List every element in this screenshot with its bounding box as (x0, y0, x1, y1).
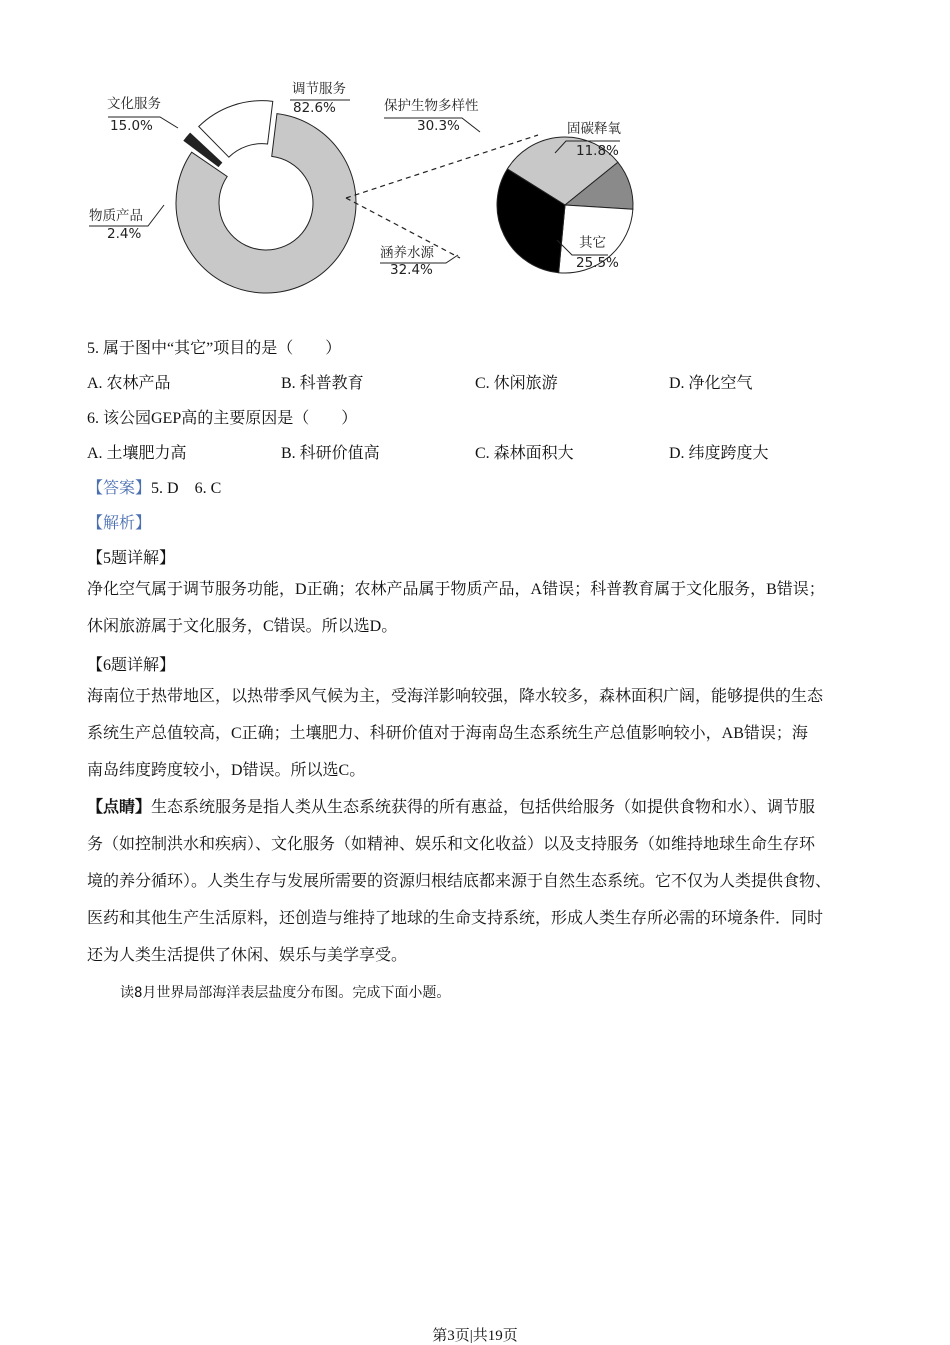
q5-option-a: A. 农林产品 (87, 375, 171, 392)
value-carbon: 11.8% (576, 143, 619, 159)
label-other: 其它 (579, 235, 606, 251)
tip-line: 还为人类生活提供了休闲、娱乐与美学享受。 (87, 947, 408, 964)
detail5-line: 休闲旅游属于文化服务，C错误。所以选D。 (87, 618, 398, 635)
q5-option-b: B. 科普教育 (281, 375, 364, 392)
answer-tag: 【答案】 (87, 480, 152, 497)
q6-option-c: C. 森林面积大 (475, 445, 574, 462)
q6-option-b: B. 科研价值高 (281, 445, 380, 462)
donut-slice (199, 101, 273, 157)
value-other: 25.5% (576, 255, 619, 271)
next-question-intro: 读8月世界局部海洋表层盐度分布图。完成下面小题。 (120, 985, 451, 1001)
label-biodiversity: 保护生物多样性 (384, 98, 479, 114)
label-carbon: 固碳释氧 (567, 121, 621, 137)
q6-option-d: D. 纬度跨度大 (669, 445, 769, 462)
value-biodiversity: 30.3% (417, 118, 460, 134)
detail6-body (87, 678, 877, 789)
answer-line (87, 475, 221, 498)
value-material: 2.4% (107, 226, 142, 242)
tip-line: 境的养分循环）。人类生存与发展所需要的资源归根结底都来源于自然生态系统。它不仅为人类提供食物、 (87, 873, 832, 890)
answer-text: 5. D 6. C (151, 480, 222, 497)
question-5-stem: 5. 属于图中“其它”项目的是（ ） (87, 340, 342, 357)
question-6-stem: 6. 该公园GEP高的主要原因是（ ） (87, 410, 358, 427)
page-footer: 第3页|共19页 (432, 1328, 518, 1344)
detail6-title: 【6题详解】 (87, 657, 176, 674)
tip-line: 医药和其他生产生活原料，还创造与维持了地球的生命支持系统，形成人类生存所必需的环境条件．同时 (87, 910, 824, 927)
tip-line-text: 生态系统服务是指人类从生态系统获得的所有惠益，包括供给服务（如提供食物和水）、调节服 (151, 799, 816, 816)
label-culture: 文化服务 (107, 96, 161, 112)
detail6-line: 南岛纬度跨度较小，D错误。所以选C。 (87, 762, 366, 779)
value-regulating: 82.6% (293, 100, 336, 116)
detail5-line: 净化空气属于调节服务功能，D正确；农林产品属于物质产品，A错误；科普教育属于文化服务，B错误； (87, 581, 825, 598)
label-material: 物质产品 (89, 208, 143, 224)
detail5-title: 【5题详解】 (87, 550, 176, 567)
ecosystem-value-figure (60, 60, 700, 310)
detail6-line: 系统生产总值较高，C正确；土壤肥力、科研价值对于海南岛生态系统生产总值影响较小，AB错误；海 (87, 725, 808, 742)
tip-body (87, 789, 877, 974)
detail5-body (87, 571, 877, 645)
label-water: 涵养水源 (380, 245, 434, 261)
q5-option-d: D. 净化空气 (669, 375, 753, 392)
value-water: 32.4% (390, 262, 433, 278)
value-culture: 15.0% (110, 118, 153, 134)
tip-line: 务（如控制洪水和疾病）、文化服务（如精神、娱乐和文化收益）以及支持服务（如维持地球生命生存环 (87, 836, 816, 853)
detail6-line: 海南位于热带地区，以热带季风气候为主，受海洋影响较强，降水较多，森林面积广阔，能够提供的生态 (87, 688, 824, 705)
q6-option-a: A. 土壤肥力高 (87, 445, 187, 462)
chart-svg (60, 60, 700, 310)
q5-option-c: C. 休闲旅游 (475, 375, 558, 392)
analysis-tag: 【解析】 (87, 515, 152, 532)
label-regulating: 调节服务 (292, 81, 346, 97)
tip-tag: 【点睛】 (87, 799, 152, 816)
tip-line (87, 789, 877, 826)
